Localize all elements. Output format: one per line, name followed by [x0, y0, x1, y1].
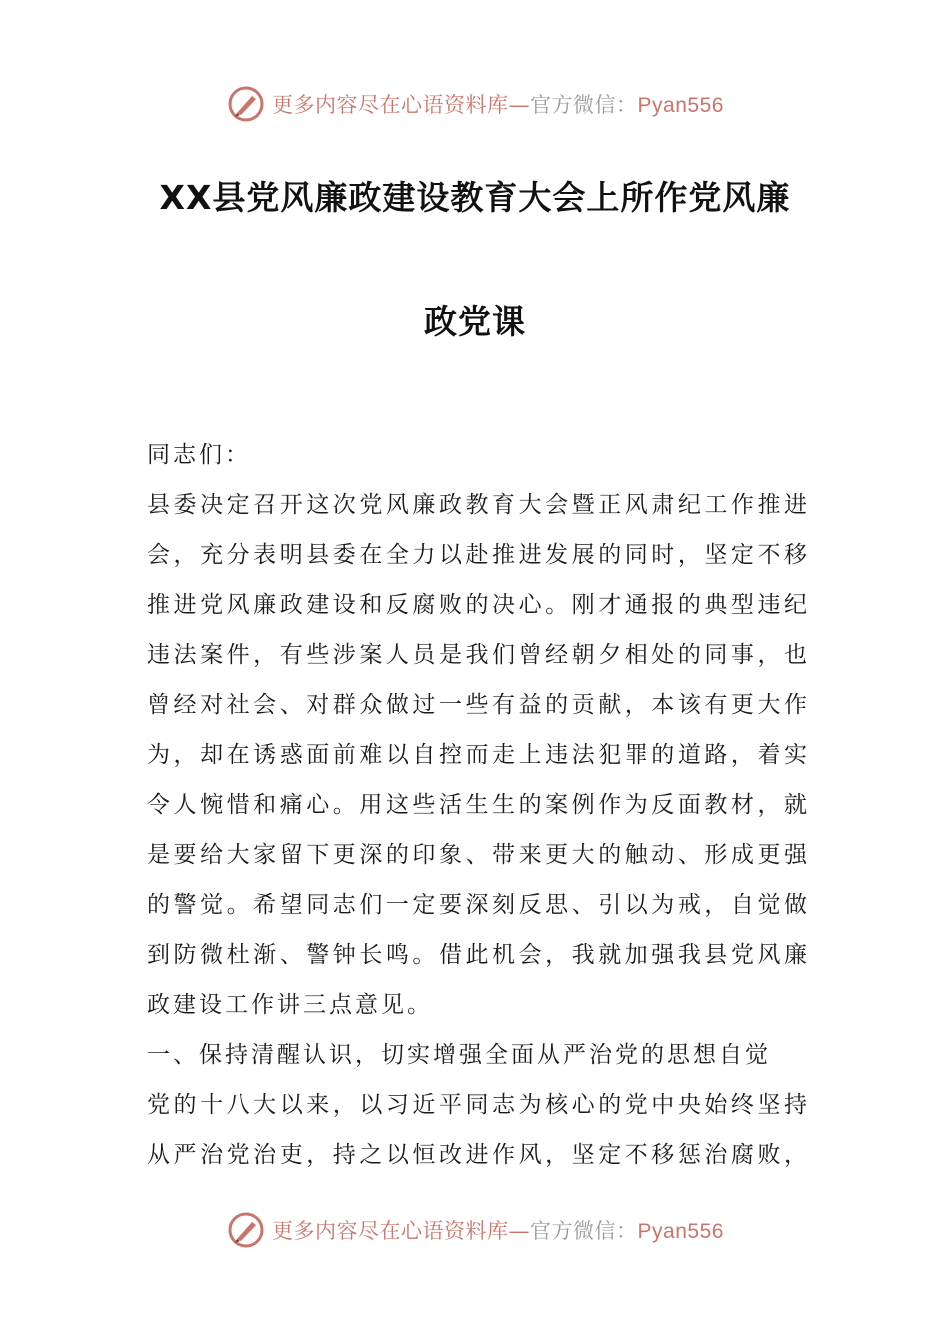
body-line: 县委决定召开这次党风廉政教育大会暨正风肃纪工作推进	[147, 492, 807, 518]
body-line: 到防微杜渐、警钟长鸣。借此机会，我就加强我县党风廉	[147, 942, 807, 968]
body-line: 为，却在诱惑面前难以自控而走上违法犯罪的道路，着实	[147, 742, 807, 768]
watermark-site-text: 更多内容尽在心语资料库—	[272, 93, 531, 117]
watermark-text	[272, 89, 724, 119]
body-line: 会，充分表明县委在全力以赴推进发展的同时，坚定不移	[147, 542, 807, 568]
body-line: 的警觉。希望同志们一定要深刻反思、引以为戒，自觉做	[147, 892, 807, 918]
body-line: 是要给大家留下更深的印象、带来更大的触动、形成更强	[147, 842, 807, 868]
pen-logo-icon	[226, 84, 266, 124]
watermark-wechat-label: 官方微信：	[530, 1219, 638, 1243]
section-heading: 一、保持清醒认识，切实增强全面从严治党的思想自觉	[147, 1042, 771, 1068]
document-body	[147, 430, 807, 1180]
document-title-line-2: 政党课	[424, 302, 526, 341]
document-title-line-1: XX县党风廉政建设教育大会上所作党风廉	[159, 178, 791, 217]
body-line: 从严治党治吏，持之以恒改进作风，坚定不移惩治腐败，	[147, 1142, 807, 1168]
watermark-text	[272, 1215, 724, 1245]
watermark-banner-top	[0, 82, 950, 126]
body-line: 推进党风廉政建设和反腐败的决心。刚才通报的典型违纪	[147, 592, 807, 618]
body-line: 政建设工作讲三点意见。	[147, 992, 433, 1018]
body-line: 违法案件，有些涉案人员是我们曾经朝夕相处的同事，也	[147, 642, 807, 668]
watermark-site-text: 更多内容尽在心语资料库—	[272, 1219, 531, 1243]
pen-logo-icon	[226, 1210, 266, 1250]
watermark-banner-bottom	[0, 1208, 950, 1252]
salutation: 同志们：	[147, 442, 251, 468]
body-line: 曾经对社会、对群众做过一些有益的贡献，本该有更大作	[147, 692, 807, 718]
body-line: 党的十八大以来，以习近平同志为核心的党中央始终坚持	[147, 1092, 807, 1118]
watermark-wechat-id: Pyan556	[637, 94, 724, 117]
watermark-wechat-id: Pyan556	[637, 1220, 724, 1243]
body-line: 令人惋惜和痛心。用这些活生生的案例作为反面教材，就	[147, 792, 807, 818]
watermark-wechat-label: 官方微信：	[530, 93, 638, 117]
